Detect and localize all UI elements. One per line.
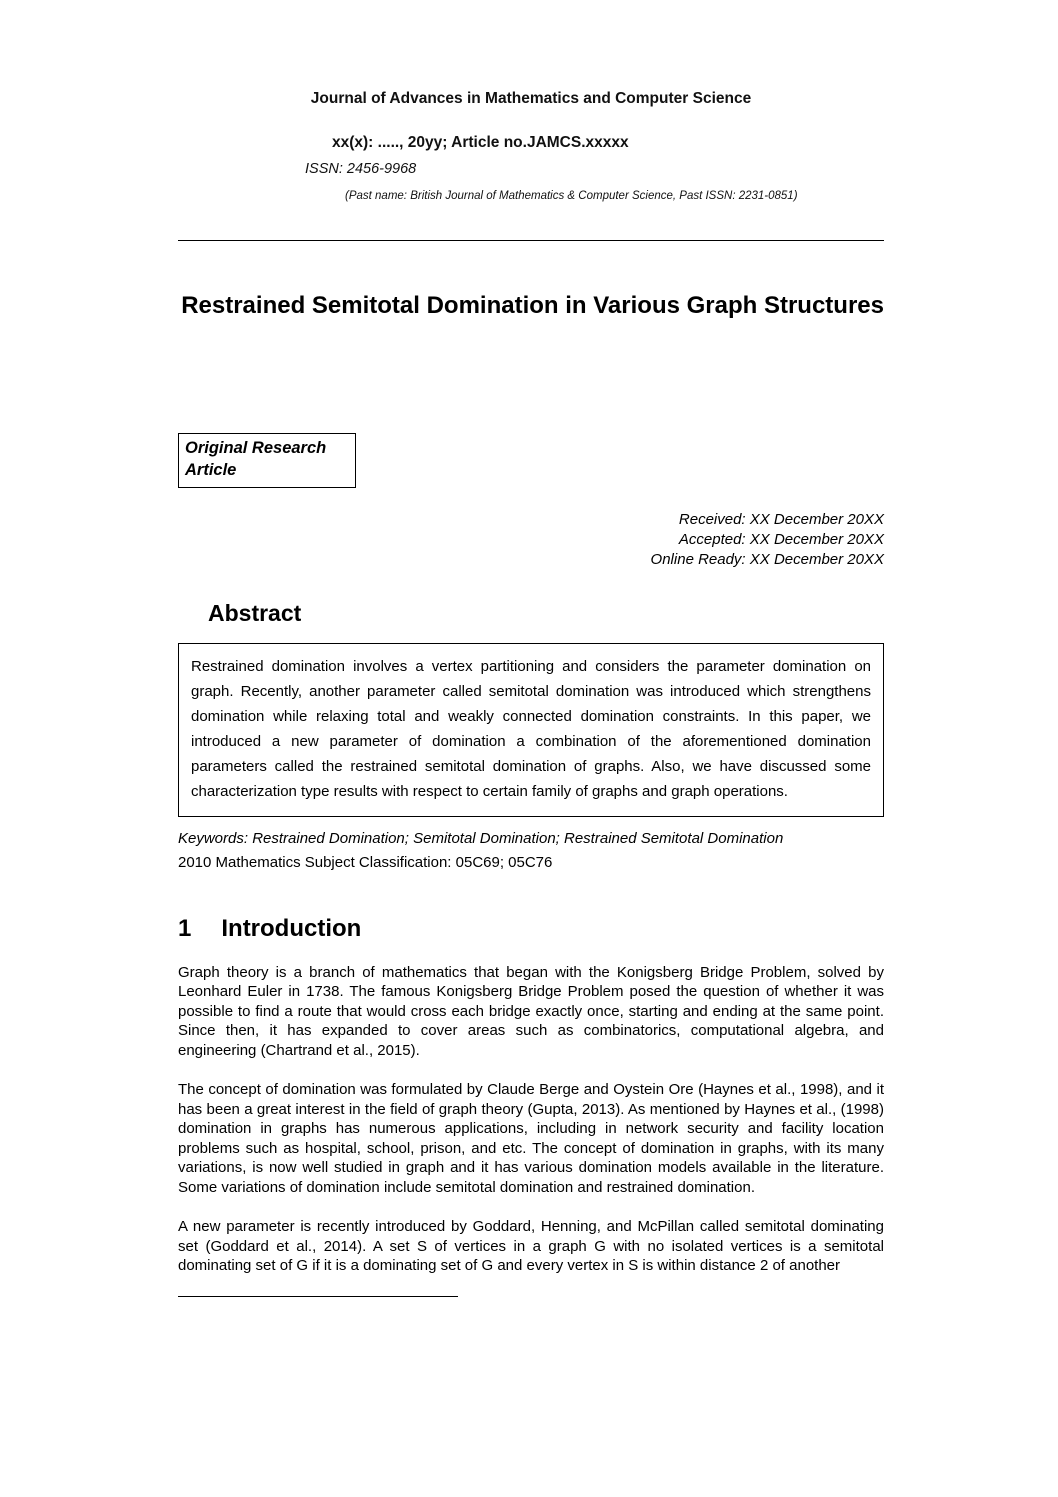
footnote-rule [178,1296,458,1297]
keywords-line: Keywords: Restrained Domination; Semitotal Domination; Restrained Semitotal Domination [178,829,784,847]
journal-past-name: (Past name: British Journal of Mathematics & Computer Science, Past ISSN: 2231-0851) [345,190,798,202]
section-heading-introduction [178,915,884,943]
journal-name: Journal of Advances in Mathematics and Computer Science [310,90,752,107]
abstract-heading: Abstract [208,599,302,626]
intro-paragraph-2: The concept of domination was formulated by Claude Berge and Oystein Ore (Haynes et al., 1998), and it has been a great interest in the field of graph theory (Gupta, 2013). As mentioned by Haynes et al., (1998) domination in graphs has numerous applications, including in network security and facility location problems such as hospital, school, prison, and etc. The concept of domination in graphs, with its many variations, is now well studied in graph and it has various domination models available in the literature. Some variations of domination include semitotal domination and restrained domination. [178,1081,884,1196]
journal-issue: xx(x): ....., 20yy; Article no.JAMCS.xxxxx [332,134,629,151]
journal-header [178,90,884,202]
paper-title: Restrained Semitotal Domination in Various Graph Structures [181,292,884,319]
article-type-badge: Original Research Article [178,433,356,488]
online-ready-date: Online Ready: XX December 20XX [650,550,884,568]
section-title: Introduction [221,914,362,942]
accepted-date: Accepted: XX December 20XX [678,530,884,548]
dates-block [178,510,884,570]
abstract-box: Restrained domination involves a vertex partitioning and considers the parameter domination on graph. Recently, another parameter called semitotal domination was introduced which strengthens domination while relaxing total and weakly connected domination constraints. In this paper, we introduced a new parameter of domination a combination of the aforementioned domination parameters called the restrained semitotal domination of graphs. Also, we have discussed some characterization type results with respect to certain family of graphs and graph operations. [178,643,884,817]
intro-paragraph-3: A new parameter is recently introduced by Goddard, Henning, and McPillan called semitotal dominating set (Goddard et al., 2014). A set S of vertices in a graph G with no isolated vertices is a semitotal dominating set of G if it is a dominating set of G and every vertex in S is within distance 2 of another [178,1218,884,1275]
section-number: 1 [178,914,192,942]
header-rule [178,240,884,241]
journal-issn: ISSN: 2456-9968 [305,161,417,177]
received-date: Received: XX December 20XX [678,510,884,528]
intro-paragraph-1: Graph theory is a branch of mathematics that began with the Konigsberg Bridge Problem, solved by Leonhard Euler in 1738. The famous Konigsberg Bridge Problem posed the question of whether it was possible to find a route that would cross each bridge exactly once, starting and ending at the same point. Since then, it has expanded to cover areas such as combinatorics, computational algebra, and engineering (Chartrand et al., 2015). [178,963,884,1059]
msc-line: 2010 Mathematics Subject Classification: 05C69; 05C76 [178,853,553,871]
